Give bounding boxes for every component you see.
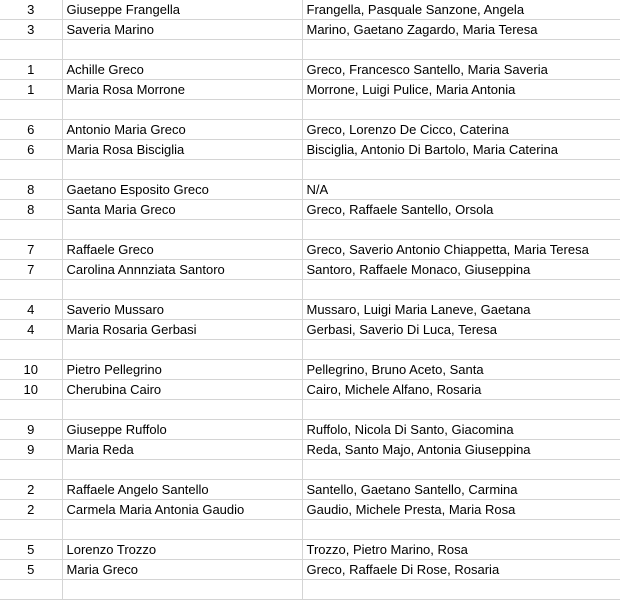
cell-number[interactable] (0, 40, 62, 60)
table-row (0, 440, 620, 460)
table-row (0, 40, 620, 60)
cell-number[interactable] (0, 100, 62, 120)
cell-number[interactable] (0, 580, 62, 600)
cell-number[interactable] (0, 160, 62, 180)
cell-couple-name[interactable] (62, 160, 302, 180)
cell-couple-name[interactable] (62, 340, 302, 360)
cell-number[interactable]: 10 (0, 380, 62, 400)
cell-parents[interactable]: Greco, Raffaele Santello, Orsola (302, 200, 620, 220)
cell-number[interactable]: 5 (0, 560, 62, 580)
cell-couple-name[interactable] (62, 580, 302, 600)
cell-parents[interactable]: Bisciglia, Antonio Di Bartolo, Maria Caterina (302, 140, 620, 160)
cell-couple-name[interactable] (62, 460, 302, 480)
cell-number[interactable]: 9 (0, 420, 62, 440)
cell-parents[interactable]: Gaudio, Michele Presta, Maria Rosa (302, 500, 620, 520)
cell-parents[interactable] (302, 580, 620, 600)
cell-couple-name[interactable]: Pietro Pellegrino (62, 360, 302, 380)
cell-couple-name[interactable]: Maria Rosa Morrone (62, 80, 302, 100)
cell-couple-name[interactable]: Santa Maria Greco (62, 200, 302, 220)
table-row (0, 80, 620, 100)
cell-couple-name[interactable] (62, 100, 302, 120)
cell-parents[interactable] (302, 340, 620, 360)
cell-couple-name[interactable]: Raffaele Greco (62, 240, 302, 260)
cell-parents[interactable] (302, 100, 620, 120)
table-row (0, 380, 620, 400)
table-row (0, 520, 620, 540)
table-row (0, 100, 620, 120)
cell-number[interactable]: 8 (0, 200, 62, 220)
cell-couple-name[interactable] (62, 220, 302, 240)
cell-parents[interactable] (302, 40, 620, 60)
cell-couple-name[interactable]: Gaetano Esposito Greco (62, 180, 302, 200)
table-row (0, 300, 620, 320)
cell-number[interactable]: 6 (0, 140, 62, 160)
table-row (0, 240, 620, 260)
cell-number[interactable]: 7 (0, 240, 62, 260)
cell-couple-name[interactable] (62, 400, 302, 420)
cell-parents[interactable] (302, 280, 620, 300)
table-row (0, 320, 620, 340)
table-row (0, 540, 620, 560)
cell-parents[interactable]: Greco, Lorenzo De Cicco, Caterina (302, 120, 620, 140)
cell-parents[interactable]: Greco, Raffaele Di Rose, Rosaria (302, 560, 620, 580)
table-row (0, 360, 620, 380)
table-row (0, 480, 620, 500)
cell-number[interactable]: 3 (0, 0, 62, 20)
table-row (0, 180, 620, 200)
cell-parents[interactable] (302, 160, 620, 180)
cell-parents[interactable]: Marino, Gaetano Zagardo, Maria Teresa (302, 20, 620, 40)
cell-parents[interactable]: Pellegrino, Bruno Aceto, Santa (302, 360, 620, 380)
cell-number[interactable]: 7 (0, 260, 62, 280)
cell-number[interactable] (0, 220, 62, 240)
cell-number[interactable]: 6 (0, 120, 62, 140)
table-row (0, 260, 620, 280)
cell-couple-name[interactable]: Antonio Maria Greco (62, 120, 302, 140)
cell-parents[interactable]: Morrone, Luigi Pulice, Maria Antonia (302, 80, 620, 100)
cell-number[interactable]: 4 (0, 320, 62, 340)
cell-parents[interactable]: Mussaro, Luigi Maria Laneve, Gaetana (302, 300, 620, 320)
cell-couple-name[interactable]: Saverio Mussaro (62, 300, 302, 320)
cell-number[interactable]: 3 (0, 20, 62, 40)
table-row (0, 420, 620, 440)
cell-number[interactable]: 1 (0, 80, 62, 100)
cell-number[interactable]: 1 (0, 60, 62, 80)
cell-parents[interactable] (302, 460, 620, 480)
cell-number[interactable] (0, 280, 62, 300)
cell-couple-name[interactable]: Saveria Marino (62, 20, 302, 40)
cell-couple-name[interactable]: Carmela Maria Antonia Gaudio (62, 500, 302, 520)
cell-parents[interactable]: Cairo, Michele Alfano, Rosaria (302, 380, 620, 400)
cell-number[interactable] (0, 340, 62, 360)
table-row (0, 20, 620, 40)
cell-number[interactable] (0, 400, 62, 420)
cell-number[interactable]: 8 (0, 180, 62, 200)
cell-couple-name[interactable]: Maria Rosaria Gerbasi (62, 320, 302, 340)
cell-parents[interactable]: Frangella, Pasquale Sanzone, Angela (302, 0, 620, 20)
cell-couple-name[interactable]: Achille Greco (62, 60, 302, 80)
table-row (0, 140, 620, 160)
cell-number[interactable] (0, 520, 62, 540)
cell-number[interactable]: 2 (0, 500, 62, 520)
table-row (0, 400, 620, 420)
table-row (0, 120, 620, 140)
cell-parents[interactable]: Trozzo, Pietro Marino, Rosa (302, 540, 620, 560)
cell-parents[interactable]: Santello, Gaetano Santello, Carmina (302, 480, 620, 500)
cell-couple-name[interactable]: Cherubina Cairo (62, 380, 302, 400)
table-row (0, 280, 620, 300)
table-row (0, 220, 620, 240)
cell-parents[interactable]: Ruffolo, Nicola Di Santo, Giacomina (302, 420, 620, 440)
cell-number[interactable]: 10 (0, 360, 62, 380)
table-row (0, 60, 620, 80)
cell-couple-name[interactable]: Carolina Annnziata Santoro (62, 260, 302, 280)
cell-couple-name[interactable]: Maria Rosa Bisciglia (62, 140, 302, 160)
cell-couple-name[interactable]: Maria Greco (62, 560, 302, 580)
cell-couple-name[interactable]: Lorenzo Trozzo (62, 540, 302, 560)
table-row (0, 0, 620, 20)
cell-couple-name[interactable]: Giuseppe Ruffolo (62, 420, 302, 440)
cell-parents[interactable]: Gerbasi, Saverio Di Luca, Teresa (302, 320, 620, 340)
cell-couple-name[interactable]: Raffaele Angelo Santello (62, 480, 302, 500)
table-row (0, 560, 620, 580)
cell-couple-name[interactable] (62, 280, 302, 300)
table-row (0, 580, 620, 600)
cell-couple-name[interactable] (62, 40, 302, 60)
table-row (0, 500, 620, 520)
table-row (0, 340, 620, 360)
table-row (0, 160, 620, 180)
cell-number[interactable]: 9 (0, 440, 62, 460)
cell-parents[interactable] (302, 400, 620, 420)
cell-parents[interactable]: Santoro, Raffaele Monaco, Giuseppina (302, 260, 620, 280)
cell-number[interactable]: 2 (0, 480, 62, 500)
cell-number[interactable] (0, 460, 62, 480)
cell-couple-name[interactable]: Maria Reda (62, 440, 302, 460)
table-row (0, 460, 620, 480)
cell-parents[interactable]: N/A (302, 180, 620, 200)
cell-couple-name[interactable]: Giuseppe Frangella (62, 0, 302, 20)
cell-couple-name[interactable] (62, 520, 302, 540)
cell-number[interactable]: 5 (0, 540, 62, 560)
cell-parents[interactable] (302, 220, 620, 240)
cell-parents[interactable]: Greco, Saverio Antonio Chiappetta, Maria Teresa (302, 240, 620, 260)
table-row (0, 200, 620, 220)
cell-number[interactable]: 4 (0, 300, 62, 320)
cell-parents[interactable]: Greco, Francesco Santello, Maria Saveria (302, 60, 620, 80)
cell-parents[interactable]: Reda, Santo Majo, Antonia Giuseppina (302, 440, 620, 460)
cell-parents[interactable] (302, 520, 620, 540)
